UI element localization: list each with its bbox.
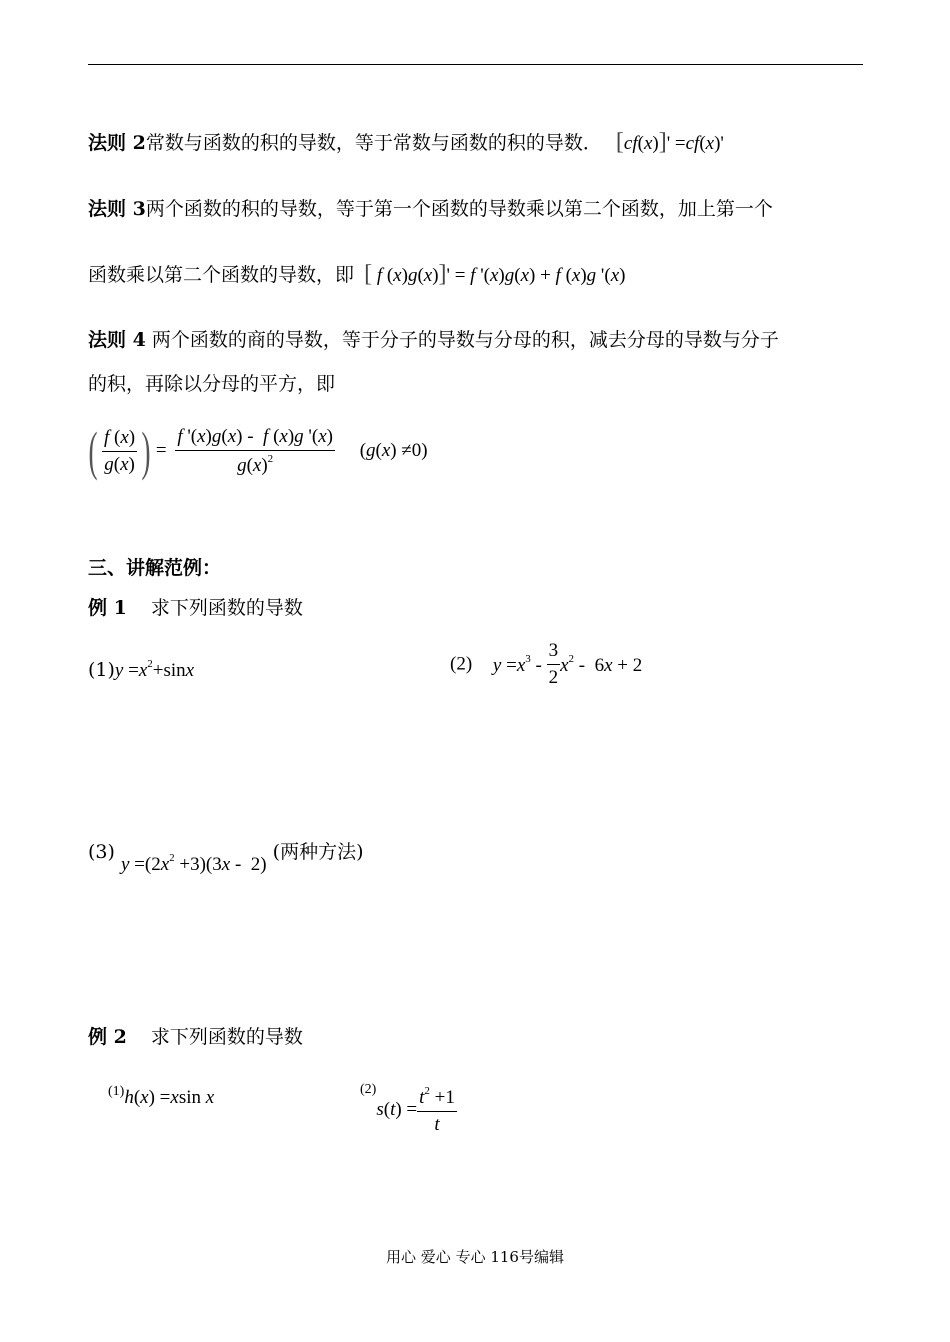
rule-4-formula: ( $\frac{f (x)}{g(x)}$ ) = $\frac{f '(x)g(x) - f (x)g '(x)}{g(x)^2}$ (g(x) ≠0) — [88, 421, 428, 481]
rule-3-label: 法则 3 — [88, 198, 146, 220]
rule-3-formula: [ f (x)g(x)]' = f '(x)g(x) + f (x)g '(x) — [364, 261, 626, 287]
rule-4-label: 法则 4 — [88, 329, 146, 351]
rule-4-text-line-1: 两个函数的商的导数，等于分子的导数与分母的积，减去分母的导数与分子 — [145, 329, 779, 351]
header-rule — [88, 64, 863, 65]
example-1-item-3-number: (3) — [88, 841, 115, 863]
example-2-item-2-fraction: $\frac{t^2 +1}{t}$ — [419, 1085, 455, 1136]
rule-3-line-2 — [88, 262, 625, 288]
example-1-item-3-formula: $y =(2x^2 +3)(3x - 2)$ — [120, 852, 267, 875]
rule-2-formula: [cf(x)]' =cf(x)' — [615, 129, 724, 155]
example-1-item-1-number: (1) — [88, 659, 115, 681]
rule-2-text: 常数与函数的积的导数，等于常数与函数的积的导数． — [145, 132, 602, 154]
example-2-item-1-formula: h(x) =xsin x — [124, 1087, 215, 1108]
rule-4-text-line-2: 的积，再除以分母的平方，即 — [88, 373, 336, 395]
rule-3-line-1 — [88, 197, 773, 221]
example-1-prompt: 求下列函数的导数 — [150, 597, 303, 619]
example-2-item-2-formula: s(t) = — [376, 1099, 418, 1120]
section-title: 三、讲解范例： — [88, 557, 222, 579]
rule-2-label: 法则 2 — [88, 132, 146, 154]
rule-3-text-line-2: 函数乘以第二个函数的导数，即 — [88, 264, 355, 286]
example-2-heading — [88, 1025, 303, 1049]
page-footer: 用心 爱心 专心 116号编辑 — [386, 1248, 564, 1266]
example-2-item-2-number: (2) — [360, 1082, 377, 1097]
rule-4-line-1 — [88, 328, 779, 352]
rule-3-text-line-1: 两个函数的积的导数，等于第一个函数的导数乘以第二个函数，加上第一个 — [145, 198, 773, 220]
example-2-prompt: 求下列函数的导数 — [150, 1026, 303, 1048]
example-1-label: 例 1 — [88, 597, 127, 619]
example-1-heading — [88, 596, 303, 620]
rule-4-line-2 — [88, 372, 335, 396]
example-1-item-3-note: (两种方法) — [272, 841, 364, 863]
example-1-item-3 — [88, 834, 364, 875]
example-1-item-1 — [88, 652, 194, 683]
example-2-item-2 — [360, 1082, 457, 1136]
example-1-item-2-number: (2) — [450, 653, 473, 675]
example-2-item-1-number: (1) — [108, 1084, 125, 1099]
example-1-item-2: (2) $y =x^3$ - $\frac{3}{2}$ $x^2 - 6x + 2$ — [450, 640, 643, 688]
example-2-label: 例 2 — [88, 1026, 127, 1048]
example-1-item-1-formula: $y =x^2+\sin x$ — [114, 658, 195, 681]
example-2-item-1 — [108, 1084, 214, 1109]
rule-2-paragraph — [88, 130, 724, 156]
